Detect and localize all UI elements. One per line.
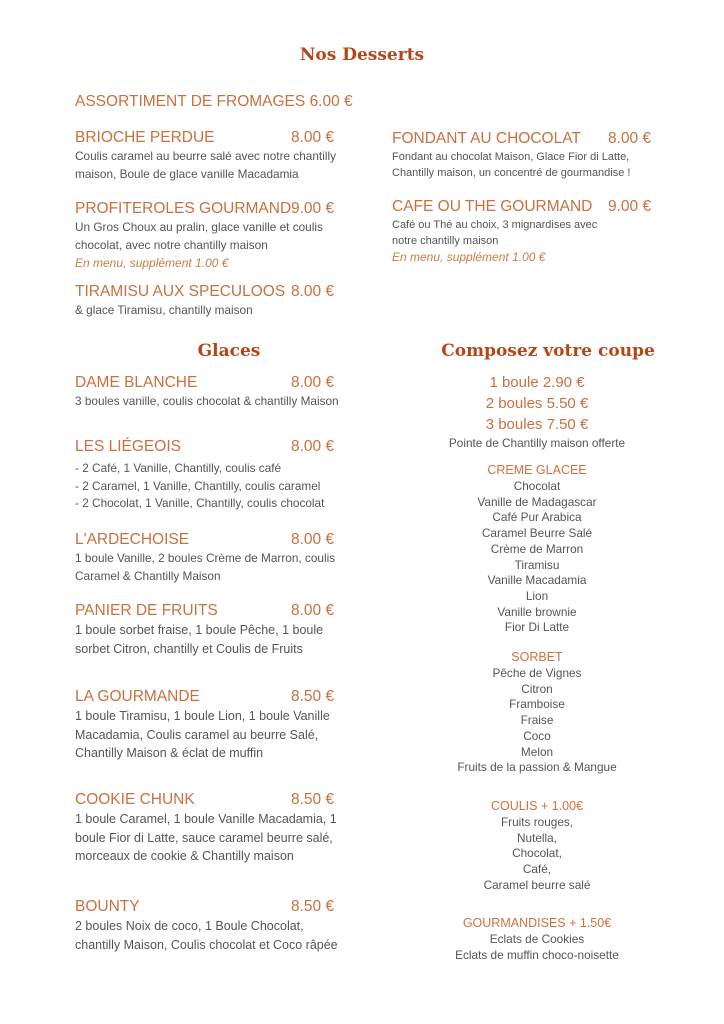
menu-item-fondant xyxy=(392,129,655,181)
flavor-item: Fruits rouges, xyxy=(500,815,574,829)
item-desc: 1 boule Tiramisu, 1 boule Lion, 1 boule Vanille xyxy=(75,709,330,723)
page-title: Nos Desserts xyxy=(299,45,425,65)
item-price: 9.00 € xyxy=(291,200,335,217)
item-desc: Café ou Thé au choix, 3 mignardises avec xyxy=(392,219,598,231)
item-desc: maison, Boule de glace vanille Macadamia xyxy=(75,166,299,181)
flavor-item: Fior Di Latte xyxy=(504,620,570,635)
list-coulis xyxy=(484,798,591,894)
flavor-item: Café Pur Arabica xyxy=(492,510,582,525)
glace-item xyxy=(75,601,338,658)
item-price: 8.00 € xyxy=(608,130,652,147)
flavor-item: Tiramisu xyxy=(514,557,560,572)
item-desc: chocolat, avec notre chantilly maison xyxy=(75,237,268,252)
item-name: DAME BLANCHE xyxy=(75,374,198,391)
item-price: 8.50 € xyxy=(291,898,335,915)
flavor-item: Pêche de Vignes xyxy=(492,666,582,680)
item-name: CAFE OU THE GOURMAND xyxy=(392,198,593,215)
menu-item-profiteroles xyxy=(75,199,338,272)
item-name: PANIER DE FRUITS xyxy=(75,602,218,619)
coupe-prices xyxy=(449,372,625,451)
glace-item xyxy=(75,437,338,513)
flavor-item: Caramel beurre salé xyxy=(483,877,591,892)
flavor-item: Vanille brownie xyxy=(497,604,577,619)
glace-item xyxy=(75,530,338,585)
flavor-item: Eclats de muffin choco-noisette xyxy=(455,947,619,962)
flavor-item: Nutella, xyxy=(517,830,557,845)
item-price: 8.00 € xyxy=(291,374,335,391)
flavor-item: Citron xyxy=(521,681,553,696)
flavor-item: Framboise xyxy=(509,697,565,712)
menu-item-tiramisu xyxy=(75,282,338,320)
item-name: ASSORTIMENT DE FROMAGES xyxy=(75,93,306,110)
item-desc: Un Gros Choux au pralin, glace vanille et coulis xyxy=(75,220,323,234)
item-desc: boule Fior di Latte, sauce caramel beurre salé, xyxy=(75,830,333,845)
item-desc: 1 boule Vanille, 2 boules Crème de Marron, coulis xyxy=(75,551,336,565)
item-price: 8.00 € xyxy=(291,283,335,300)
category-title: SORBET xyxy=(511,650,563,664)
item-desc: Chantilly Maison & éclat de muffin xyxy=(75,746,264,760)
menu-item-brioche xyxy=(75,128,338,183)
item-desc: Caramel & Chantilly Maison xyxy=(75,568,221,583)
item-price: 9.00 € xyxy=(608,198,652,215)
price-1-boule: 1 boule 2.90 € xyxy=(489,374,585,391)
item-desc: notre chantilly maison xyxy=(392,235,499,247)
item-name: BOUNTY xyxy=(75,898,140,915)
item-price: 8.00 € xyxy=(291,602,335,619)
glace-item xyxy=(75,373,338,411)
item-desc: - 2 Caramel, 1 Vanille, Chantilly, coulis caramel xyxy=(75,478,321,493)
glace-item xyxy=(75,897,338,954)
flavor-item: Chocolat xyxy=(513,479,561,493)
category-title: COULIS + 1.00€ xyxy=(490,799,584,813)
item-desc: morceaux de cookie & Chantilly maison xyxy=(75,849,294,863)
category-title: CREME GLACEE xyxy=(487,463,587,477)
item-desc: 2 boules Noix de coco, 1 Boule Chocolat, xyxy=(75,919,304,933)
item-desc: Coulis caramel au beurre salé avec notre chantilly xyxy=(75,149,336,163)
item-desc: & glace Tiramisu, chantilly maison xyxy=(75,303,253,317)
item-desc: Chantilly maison, un concentré de gourmandise ! xyxy=(392,167,631,179)
item-desc: 1 boule Caramel, 1 boule Vanille Macadamia, 1 xyxy=(75,812,337,826)
section-title-coupe: Composez votre coupe xyxy=(441,341,655,361)
menu-item-cafe xyxy=(392,197,655,265)
offer-text: Pointe de Chantilly maison offerte xyxy=(448,436,626,450)
item-desc: sorbet Citron, chantilly et Coulis de Fruits xyxy=(75,641,303,656)
category-title: GOURMANDISES + 1.50€ xyxy=(462,916,612,930)
item-price: 8.00 € xyxy=(291,129,335,146)
item-desc: 1 boule sorbet fraise, 1 boule Pêche, 1 boule xyxy=(75,623,324,637)
flavor-item: Crème de Marron xyxy=(490,541,584,556)
flavor-item: Chocolat, xyxy=(512,846,562,861)
glace-item xyxy=(75,687,338,763)
item-price: 8.50 € xyxy=(291,791,335,808)
item-name: FONDANT AU CHOCOLAT xyxy=(392,130,581,147)
list-creme-glacee xyxy=(477,462,596,636)
flavor-item: Lion xyxy=(525,588,549,603)
item-desc: - 2 Café, 1 Vanille, Chantilly, coulis café xyxy=(75,461,282,475)
item-desc: Macadamia, Coulis caramel au beurre Salé, xyxy=(75,727,319,742)
glace-item xyxy=(75,790,338,866)
item-name: TIRAMISU AUX SPECULOOS xyxy=(75,283,286,300)
flavor-item: Melon xyxy=(520,744,554,759)
menu-item-assortiment xyxy=(75,92,353,112)
item-name: COOKIE CHUNK xyxy=(75,791,195,808)
item-price: 6.00 € xyxy=(309,93,353,110)
flavor-item: Vanille Macadamia xyxy=(487,573,587,588)
item-price: 8.00 € xyxy=(291,438,335,455)
item-desc: - 2 Chocolat, 1 Vanille, Chantilly, coulis chocolat xyxy=(75,496,325,510)
item-name: BRIOCHE PERDUE xyxy=(75,129,215,146)
item-desc: chantilly Maison, Coulis chocolat et Coco râpée xyxy=(75,937,338,952)
item-name: PROFITEROLES GOURMAND xyxy=(75,200,292,217)
list-sorbet xyxy=(457,649,616,776)
price-3-boules: 3 boules 7.50 € xyxy=(485,416,589,433)
item-price: 8.50 € xyxy=(291,688,335,705)
section-title-glaces: Glaces xyxy=(197,341,261,361)
flavor-item: Coco xyxy=(523,728,551,743)
price-2-boules: 2 boules 5.50 € xyxy=(485,395,589,412)
item-name: L'ARDECHOISE xyxy=(75,531,190,548)
flavor-item: Fraise xyxy=(520,713,554,728)
item-name: LES LIÉGEOIS xyxy=(75,438,181,455)
item-name: LA GOURMANDE xyxy=(75,688,200,705)
flavor-item: Fruits de la passion & Mangue xyxy=(457,760,617,775)
flavor-item: Eclats de Cookies xyxy=(489,932,585,946)
item-desc: Fondant au chocolat Maison, Glace Fior di Latte, xyxy=(392,151,630,163)
flavor-item: Vanille de Madagascar xyxy=(477,494,597,509)
item-note: En menu, supplément 1.00 € xyxy=(392,250,546,264)
item-note: En menu, supplément 1.00 € xyxy=(75,256,229,270)
list-gourmandises xyxy=(455,915,619,963)
flavor-item: Café, xyxy=(522,862,552,877)
flavor-item: Caramel Beurre Salé xyxy=(481,526,593,541)
item-price: 8.00 € xyxy=(291,531,335,548)
item-desc: 3 boules vanille, coulis chocolat & chantilly Maison xyxy=(75,394,339,408)
